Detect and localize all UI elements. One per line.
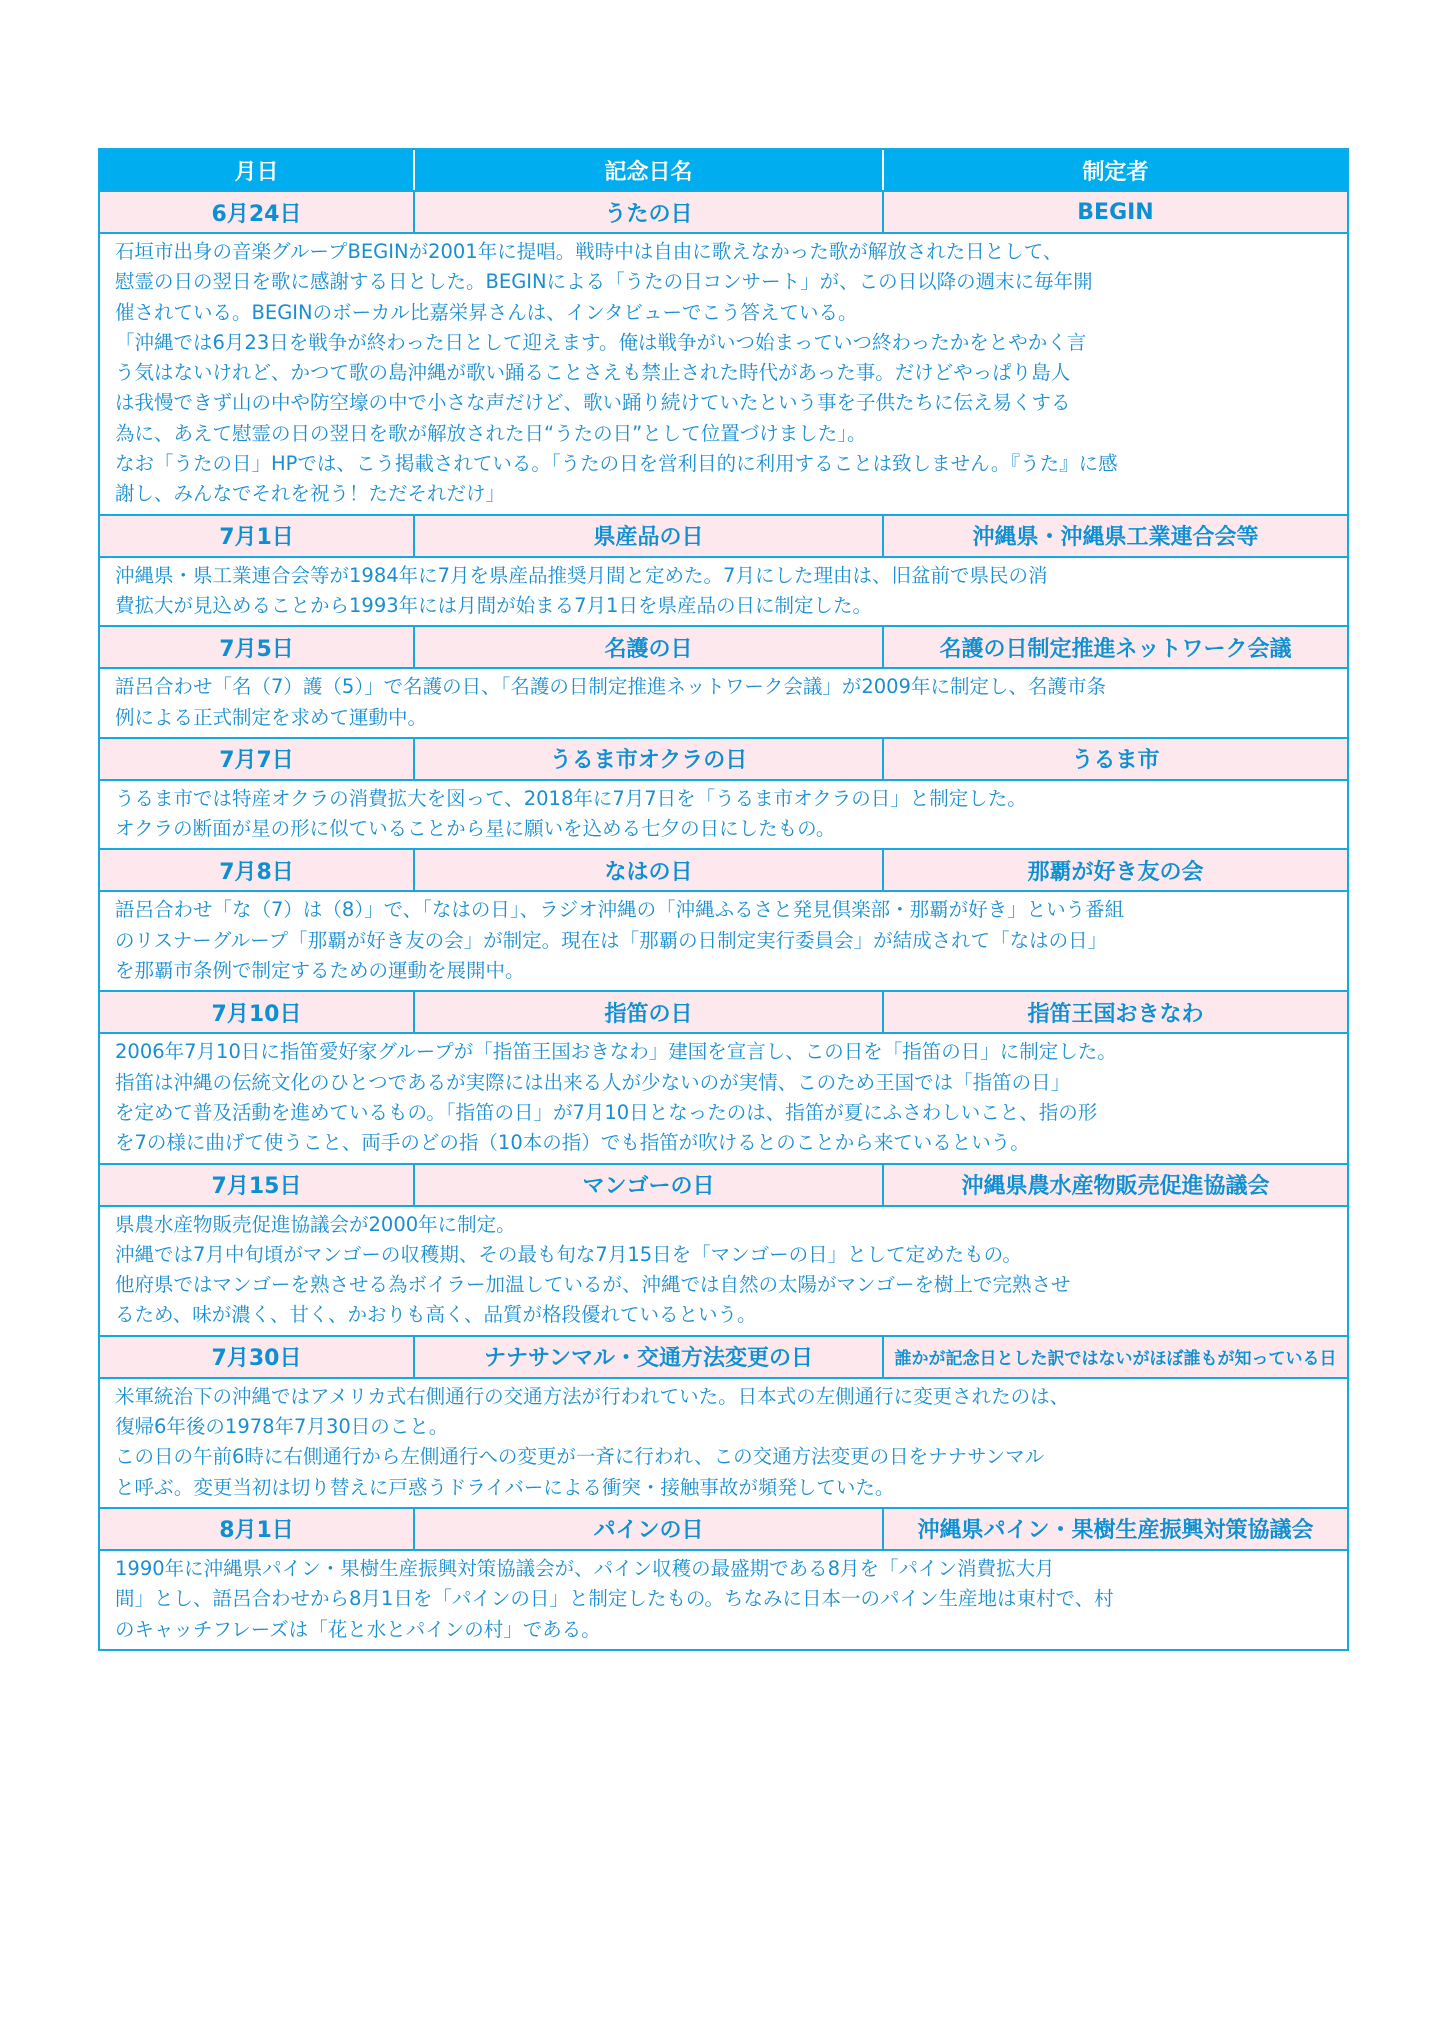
description-line: 沖縄では7月中旬頃がマンゴーの収穫期、その最も旬な7月15日を「マンゴーの日」として定めたもの。 [115, 1242, 1022, 1266]
description-line: 米軍統治下の沖縄ではアメリカ式右側通行の交通方法が行われていた。日本式の左側通行に変更されたのは、 [115, 1384, 1070, 1408]
row-meta [100, 1509, 1347, 1549]
founder-cell: 指笛王国おきなわ [1027, 1001, 1204, 1027]
description-cell [100, 1377, 1347, 1507]
name-cell: うたの日 [415, 192, 884, 232]
description-cell [100, 556, 1347, 626]
description-cell [100, 667, 1347, 737]
name-cell: なはの日 [415, 850, 884, 890]
date-cell: 6月24日 [100, 192, 415, 232]
description-line: この日の午前6時に右側通行から左側通行への変更が一斉に行われ、この交通方法変更の日をナナサンマル [115, 1445, 1045, 1469]
description-cell [100, 779, 1347, 849]
founder-cell: BEGIN [1077, 199, 1154, 225]
founder-cell: 名護の日制定推進ネットワーク会議 [939, 636, 1292, 662]
table-body [100, 190, 1347, 1649]
description-line: 1990年に沖縄県パイン・果樹生産振興対策協議会が、パイン収穫の最盛期である8月を「パイン消費拡大月 [115, 1556, 1055, 1580]
founder-cell: 沖縄県農水産物販売促進協議会 [961, 1174, 1270, 1200]
table-row [100, 1335, 1347, 1507]
founder-cell: うるま市 [1071, 748, 1160, 774]
table-row [100, 190, 1347, 514]
description-line: 他府県ではマンゴーを熟させる為ボイラー加温しているが、沖縄では自然の太陽がマンゴーを樹上で完熟させ [115, 1273, 1071, 1297]
description-line: 語呂合わせ「名（7）護（5）」で名護の日、「名護の日制定推進ネットワーク会議」が2009年に制定し、名護市条 [115, 675, 1106, 699]
description-line: なお「うたの日」HPでは、こう掲載されている。「うたの日を営利目的に利用することは致しません。『うた』に感 [115, 452, 1118, 476]
row-meta [100, 192, 1347, 232]
row-meta [100, 627, 1347, 667]
date-cell: 7月8日 [100, 850, 415, 890]
description-line: は我慢できず山の中や防空壕の中で小さな声だけど、歌い踊り続けていたという事を子供たちに伝え易くする [115, 391, 1071, 415]
founder-cell: 沖縄県・沖縄県工業連合会等 [972, 525, 1259, 551]
row-meta [100, 739, 1347, 779]
description-line: 県農水産物販売促進協議会が2000年に制定。 [115, 1212, 516, 1236]
table-row [100, 1163, 1347, 1335]
founder-cell: 那覇が好き友の会 [1027, 859, 1204, 885]
name-cell: 名護の日 [415, 627, 884, 667]
table-row [100, 1507, 1347, 1649]
name-cell: うるま市オクラの日 [415, 739, 884, 779]
row-meta [100, 992, 1347, 1032]
description-line: 2006年7月10日に指笛愛好家グループが「指笛王国おきなわ」建国を宣言し、この日を「指笛の日」に制定した。 [115, 1040, 1117, 1064]
description-line: 「沖縄では6月23日を戦争が終わった日として迎えます。俺は戦争がいつ始まっていつ終わったかをとやかく言 [115, 330, 1087, 354]
description-cell [100, 890, 1347, 990]
founder-cell: 沖縄県パイン・果樹生産振興対策協議会 [917, 1518, 1314, 1544]
founder-cell: 誰かが記念日とした訳ではないがほぼ誰もが知っている日 [894, 1349, 1337, 1370]
description-line: を那覇市条例で制定するための運動を展開中。 [115, 959, 525, 983]
description-cell [100, 1549, 1347, 1649]
description-line: 指笛は沖縄の伝統文化のひとつであるが実際には出来る人が少ないのが実情、このため王国では「指笛の日」 [115, 1070, 1071, 1094]
description-line: 慰霊の日の翌日を歌に感謝する日とした。BEGINによる「うたの日コンサート」が、この日以降の週末に毎年開 [115, 270, 1093, 294]
header-name: 記念日名 [415, 150, 884, 190]
description-line: 沖縄県・県工業連合会等が1984年に7月を県産品推奨月間と定めた。7月にした理由は、旧盆前で県民の消 [115, 563, 1048, 587]
description-line: と呼ぶ。変更当初は切り替えに戸惑うドライバーによる衝突・接触事故が頻発していた。 [115, 1475, 895, 1499]
anniversary-table [98, 148, 1349, 1651]
description-line: う気はないけれど、かつて歌の島沖縄が歌い踊ることさえも禁止された時代があった事。だけどやっぱり島人 [115, 361, 1071, 385]
description-line: 催されている。BEGINのボーカル比嘉栄昇さんは、インタビューでこう答えている。 [115, 300, 858, 324]
description-line: 復帰6年後の1978年7月30日のこと。 [115, 1415, 449, 1439]
table-row [100, 990, 1347, 1162]
table-header [100, 150, 1347, 190]
date-cell: 7月10日 [100, 992, 415, 1032]
description-line: 石垣市出身の音楽グループBEGINが2001年に提唱。戦時中は自由に歌えなかった歌が解放された日として、 [115, 240, 1063, 263]
description-line: るため、味が濃く、甘く、かおりも高く、品質が格段優れているという。 [115, 1303, 757, 1327]
date-cell: 7月30日 [100, 1337, 415, 1377]
row-meta [100, 850, 1347, 890]
name-cell: パインの日 [415, 1509, 884, 1549]
name-cell: 県産品の日 [415, 516, 884, 556]
description-line: うるま市では特産オクラの消費拡大を図って、2018年に7月7日を「うるま市オクラの日」と制定した。 [115, 786, 1027, 810]
description-line: 間」とし、語呂合わせから8月1日を「パインの日」と制定したもの。ちなみに日本一のパイン生産地は東村で、村 [115, 1587, 1114, 1611]
description-line: を定めて普及活動を進めているもの。「指笛の日」が7月10日となったのは、指笛が夏にふさわしいこと、指の形 [115, 1100, 1098, 1124]
description-line: オクラの断面が星の形に似ていることから星に願いを込める七夕の日にしたもの。 [115, 817, 836, 841]
row-meta [100, 1337, 1347, 1377]
description-line: のキャッチフレーズは「花と水とパインの村」である。 [115, 1617, 601, 1641]
row-meta [100, 516, 1347, 556]
description-line: 語呂合わせ「な（7）は（8）」で、「なはの日」、ラジオ沖縄の「沖縄ふるさと発見倶楽部・那覇が好き」という番組 [115, 898, 1125, 922]
date-cell: 7月15日 [100, 1165, 415, 1205]
table-row [100, 514, 1347, 626]
row-meta [100, 1165, 1347, 1205]
description-line: 為に、あえて慰霊の日の翌日を歌が解放された日“うたの日”として位置づけました」。 [115, 421, 867, 445]
header-founder: 制定者 [1082, 159, 1149, 185]
description-line: を7の様に曲げて使うこと、両手のどの指（10本の指）でも指笛が吹けるとのことから来ているという。 [115, 1131, 1030, 1155]
table-row [100, 737, 1347, 849]
name-cell: 指笛の日 [415, 992, 884, 1032]
date-cell: 7月5日 [100, 627, 415, 667]
description-cell [100, 1032, 1347, 1162]
date-cell: 7月7日 [100, 739, 415, 779]
table-row [100, 625, 1347, 737]
description-cell [100, 1205, 1347, 1335]
description-line: 謝し、みんなでそれを祝う！ただそれだけ」 [115, 482, 506, 506]
date-cell: 7月1日 [100, 516, 415, 556]
description-cell [100, 232, 1347, 514]
description-line: 例による正式制定を求めて運動中。 [115, 705, 428, 729]
name-cell: ナナサンマル・交通方法変更の日 [415, 1337, 884, 1377]
description-line: 費拡大が見込めることから1993年には月間が始まる7月1日を県産品の日に制定した。 [115, 593, 872, 617]
header-date: 月日 [100, 150, 415, 190]
table-row [100, 848, 1347, 990]
date-cell: 8月1日 [100, 1509, 415, 1549]
description-line: のリスナーグループ「那覇が好き友の会」が制定。現在は「那覇の日制定実行委員会」が結成されて「なはの日」 [115, 928, 1108, 952]
name-cell: マンゴーの日 [415, 1165, 884, 1205]
